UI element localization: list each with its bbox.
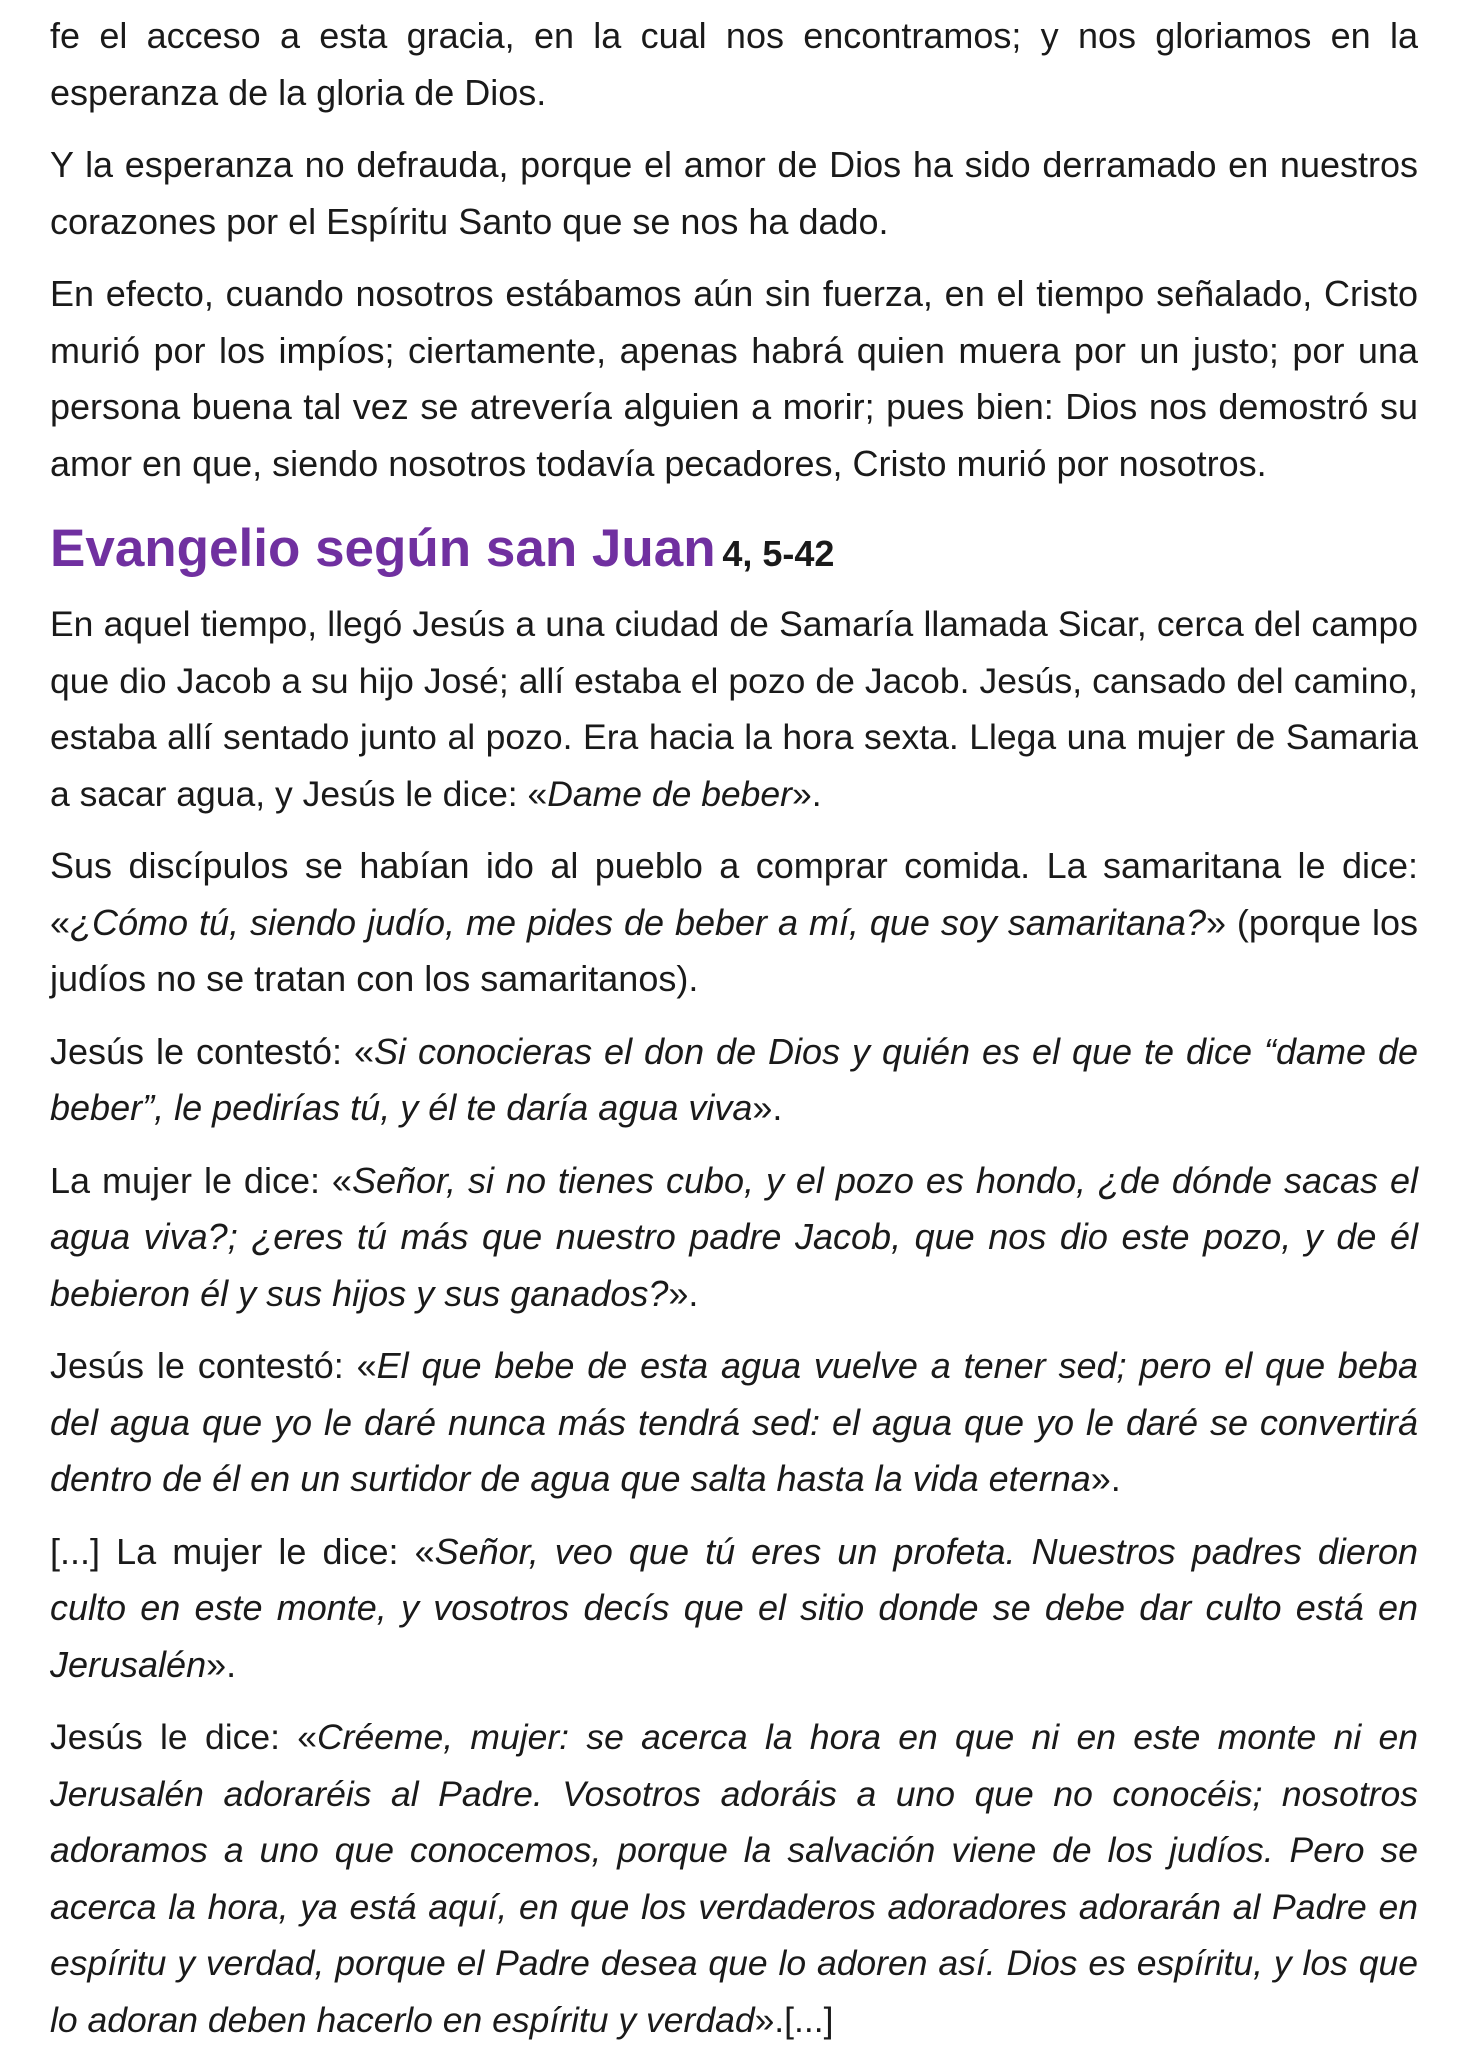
gospel-paragraph-3-text: Jesús le contestó: «: [50, 1030, 375, 1072]
gospel-paragraph-1-quote: Dame de beber: [547, 773, 792, 814]
gospel-paragraph-2-text: Sus discípulos se habían ido al pueblo a comprar comida. La samaritana le dice: «: [50, 845, 1418, 943]
gospel-paragraph-5-text: Jesús le contestó: «: [50, 1345, 377, 1386]
intro-paragraph-3: En efecto, cuando nosotros estábamos aún sin fuerza, en el tiempo señalado, Cristo murió por los impíos; ciertamente, apenas habrá quien muera por un justo; por una persona buena tal vez se atrevería alguien a morir; pues bien: Dios nos demostró su amor en que, siendo nosotros todavía pecadores, Cristo murió por nosotros.: [50, 273, 1418, 484]
gospel-paragraph-6-text: [...] La mujer le dice: «: [50, 1530, 435, 1572]
gospel-paragraph-5-end: ».: [1090, 1458, 1121, 1499]
gospel-paragraph-3-quote: Si conocieras el don de Dios y quién es el que te dice “dame de beber”, le pedirías tú, y él te daría agua viva: [50, 1030, 1418, 1128]
gospel-paragraph-6-quote: Señor, veo que tú eres un profeta. Nuestros padres dieron culto en este monte, y vosotros decís que el sitio donde se debe dar culto está en Jerusalén: [50, 1530, 1418, 1685]
gospel-paragraph-7-text: Jesús le dice: «: [50, 1717, 317, 1757]
gospel-paragraph-4-end: ».: [668, 1272, 699, 1314]
gospel-paragraph-2-end: » (porque los judíos no se tratan con los samaritanos).: [50, 901, 1418, 999]
gospel-paragraph-4: [50, 1153, 1418, 1323]
gospel-paragraph-2: [50, 838, 1418, 1008]
gospel-paragraph-1-text: En aquel tiempo, llegó Jesús a una ciudad de Samaría llamada Sicar, cerca del campo que dio Jacob a su hijo José; allí estaba el pozo de Jacob. Jesús, cansado del camino, estaba allí sentado junto al pozo. Era hacia la hora sexta. Llega una mujer de Samaria a sacar agua, y Jesús le dice: «: [50, 604, 1418, 814]
gospel-paragraph-4-text: La mujer le dice: «: [50, 1159, 352, 1201]
gospel-paragraph-6: [50, 1524, 1418, 1694]
intro-paragraph-1: fe el acceso a esta gracia, en la cual nos encontramos; y nos gloriamos en la esperanza de la gloria de Dios.: [50, 15, 1418, 113]
gospel-paragraph-7-end: ».[...]: [754, 1999, 834, 2040]
gospel-paragraph-1: [50, 596, 1418, 822]
gospel-paragraph-7: [50, 1709, 1418, 2048]
gospel-paragraph-4-quote: Señor, si no tienes cubo, y el pozo es hondo, ¿de dónde sacas el agua viva?; ¿eres tú más que nuestro padre Jacob, que nos dio este pozo, y de él bebieron él y sus hijos y sus ganados?: [50, 1159, 1418, 1314]
gospel-paragraph-7-quote: Créeme, mujer: se acerca la hora en que ni en este monte ni en Jerusalén adoraréis al Padre. Vosotros adoráis a uno que no conocéis; nosotros adoramos a uno que conocemos, porque la salvación viene de los judíos. Pero se acerca la hora, ya está aquí, en que los verdaderos adoradores adorarán al Padre en espíritu y verdad, porque el Padre desea que lo adoren así. Dios es espíritu, y los que lo adoran deben hacerlo en espíritu y verdad: [50, 1717, 1419, 2040]
gospel-paragraph-6-end: ».: [206, 1643, 237, 1685]
gospel-paragraph-3-end: ».: [752, 1087, 783, 1128]
gospel-paragraph-3: [50, 1024, 1418, 1137]
gospel-title: Evangelio según san Juan: [50, 519, 716, 578]
gospel-paragraph-5: [50, 1338, 1418, 1508]
gospel-paragraph-5-quote: El que bebe de esta agua vuelve a tener sed; pero el que beba del agua que yo le daré nunca más tendrá sed: el agua que yo le daré se convertirá dentro de él en un surtidor de agua que salta hasta la vida eterna: [50, 1345, 1419, 1499]
gospel-heading: [50, 516, 1418, 592]
intro-paragraph-2: Y la esperanza no defrauda, porque el amor de Dios ha sido derramado en nuestros corazones por el Espíritu Santo que se nos ha dado.: [50, 144, 1418, 242]
gospel-paragraph-1-end: ».: [792, 773, 822, 814]
gospel-paragraph-2-quote: ¿Cómo tú, siendo judío, me pides de beber a mí, que soy samaritana?: [70, 901, 1206, 943]
gospel-reference: 4, 5-42: [722, 533, 835, 574]
